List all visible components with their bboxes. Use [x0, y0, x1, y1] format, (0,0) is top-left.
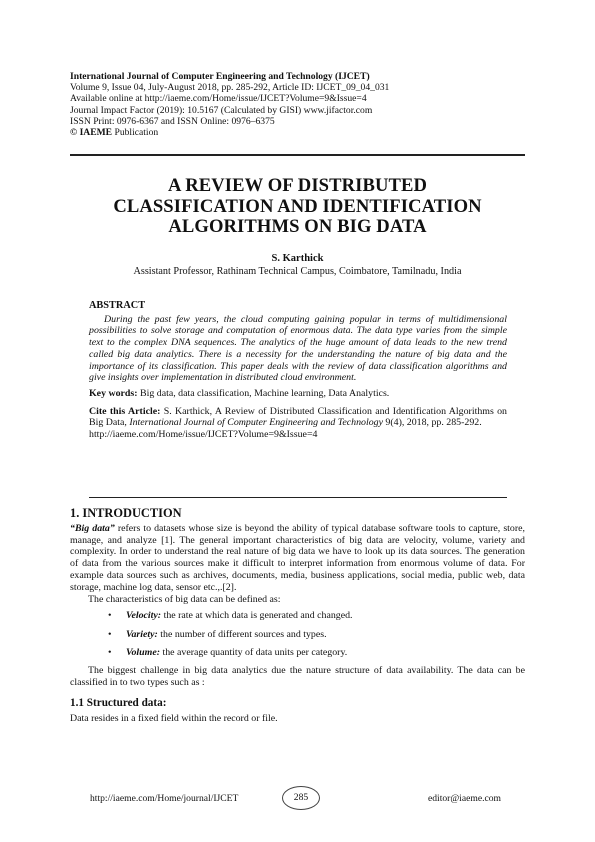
list-item-text: the number of different sources and types. — [157, 628, 327, 640]
bullet-icon: • — [108, 610, 112, 622]
available-line: Available online at http://iaeme.com/Home/issue/IJCET?Volume=9&Issue=4 — [70, 93, 367, 105]
citation — [89, 406, 507, 441]
cite-text-1: S. Karthick, A Review of Distributed Classification and Identification Algorithms on Big Data, — [89, 405, 507, 429]
list-item-term: Variety: — [126, 628, 158, 640]
issn-line: ISSN Print: 0976-6367 and ISSN Online: 0976–6375 — [70, 115, 275, 127]
intro-paragraph-3: The biggest challenge in big data analytics due the nature structure of data availability. The data can be classified in to two types such as : — [70, 665, 525, 689]
list-item — [70, 629, 525, 641]
bullet-icon: • — [108, 646, 112, 658]
paper-title — [70, 176, 525, 238]
page-number: 285 — [282, 786, 320, 810]
list-item — [70, 610, 525, 622]
list-item — [70, 647, 525, 659]
keywords — [89, 388, 507, 400]
impact-line: Journal Impact Factor (2019): 10.5167 (Calculated by GISI) www.jifactor.com — [70, 104, 373, 116]
section-heading-introduction: 1. INTRODUCTION — [70, 506, 182, 520]
header-rule — [70, 154, 525, 156]
keywords-text: Big data, data classification, Machine learning, Data Analytics. — [137, 387, 390, 399]
big-data-term: “Big data” — [70, 522, 115, 534]
footer-email-link[interactable]: editor@iaeme.com — [427, 793, 501, 804]
section-heading-structured-data: 1.1 Structured data: — [70, 696, 167, 709]
author-name: S. Karthick — [271, 253, 324, 264]
cite-text-2: 9(4), 2018, pp. 285-292. — [382, 417, 482, 429]
title-line-3: ALGORITHMS ON BIG DATA — [168, 216, 427, 237]
copyright-publisher: © IAEME — [70, 127, 113, 139]
characteristics-list — [70, 610, 525, 658]
author-affiliation: Assistant Professor, Rathinam Technical Campus, Coimbatore, Tamilnadu, India — [133, 266, 462, 277]
abstract-rule — [89, 497, 507, 498]
title-line-1: A REVIEW OF DISTRIBUTED — [167, 175, 428, 196]
abstract-section — [89, 300, 507, 441]
journal-header — [70, 71, 530, 138]
list-item-term: Volume: — [126, 646, 161, 658]
abstract-text: During the past few years, the cloud computing gaining popular in terms of multidimensional possibilities to solve storage and computation of enormous data. The data type varies from the simple text to the complex DNA sequences. The analytics of the huge amount of data leads to the new trend called big data analytics. There is a necessity for the understanding the nature of big data and the importance of its classification. This paper deals with the review of data classification algorithms and give insights over implementation in distributed cloud environment. — [89, 313, 507, 384]
body-text — [70, 508, 525, 724]
cite-journal: International Journal of Computer Engineering and Technology — [129, 417, 383, 429]
journal-name: International Journal of Computer Engineering and Technology (IJCET) — [70, 71, 370, 82]
list-item-term: Velocity: — [126, 610, 162, 622]
list-item-text: the average quantity of data units per category. — [160, 646, 348, 658]
intro-paragraph-1 — [70, 523, 525, 594]
intro-paragraph-1-text: refers to datasets whose size is beyond the ability of typical database software tools to capture, store, manage, and analyze [1]. The general important characteristics of big data are velocity, volume, variety and complexity. In order to understand the real nature of big data we have to look up its data sources. The generation of data from the various sources make it difficult to interpret information from enormous volume of data. For example data sources such as archives, documents, media, business applications, social media, public web, data storage, machine log data, sensor etc.,.[2]. — [70, 522, 525, 593]
keywords-label: Key words: — [89, 387, 138, 399]
title-line-2: CLASSIFICATION AND IDENTIFICATION — [113, 195, 482, 217]
volume-line: Volume 9, Issue 04, July-August 2018, pp. 285-292, Article ID: IJCET_09_04_031 — [70, 82, 390, 94]
list-item-text: the rate at which data is generated and changed. — [161, 610, 353, 622]
cite-url: http://iaeme.com/Home/issue/IJCET?Volume=9&Issue=4 — [89, 429, 318, 441]
copyright-rest: Publication — [112, 127, 159, 139]
footer-journal-link[interactable]: http://iaeme.com/Home/journal/IJCET — [90, 793, 239, 804]
page-footer — [70, 786, 525, 810]
abstract-heading: ABSTRACT — [89, 300, 146, 311]
bullet-icon: • — [108, 628, 112, 640]
copyright-line — [70, 127, 530, 138]
structured-data-text: Data resides in a fixed field within the record or file. — [70, 712, 278, 724]
cite-label: Cite this Article: — [89, 405, 161, 417]
intro-paragraph-2: The characteristics of big data can be defined as: — [88, 593, 281, 605]
